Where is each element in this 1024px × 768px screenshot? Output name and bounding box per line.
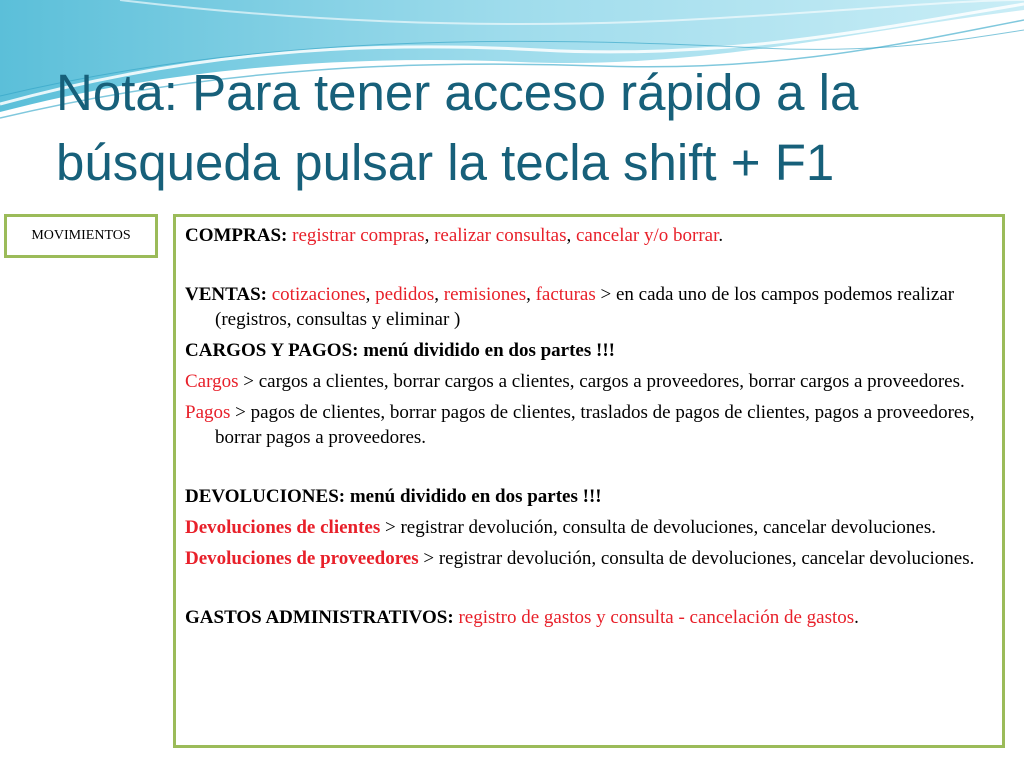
compras-label: COMPRAS:: [185, 225, 288, 246]
slide-title: Nota: Para tener acceso rápido a la búsqueda pulsar la tecla shift + F1: [56, 64, 859, 191]
ventas-sep-1: ,: [365, 284, 376, 305]
ventas-item-pedidos: pedidos: [375, 284, 435, 305]
ventas-item-facturas: facturas: [535, 284, 596, 305]
compras-sep-1: ,: [424, 225, 435, 246]
ventas-rest: > en cada uno de los campos podemos realizar (registros, consultas y eliminar ): [215, 284, 955, 330]
devoluciones-clientes-paragraph: [185, 515, 986, 540]
content-panel: [173, 214, 1005, 748]
compras-item-registrar: registrar compras: [292, 225, 425, 246]
ventas-sep-2: ,: [434, 284, 444, 305]
ventas-sep-3: ,: [526, 284, 536, 305]
movimientos-tag: MOVIMIENTOS: [4, 214, 158, 258]
ventas-item-cotizaciones: cotizaciones: [271, 284, 366, 305]
gastos-value: registro de gastos y consulta - cancelación de gastos: [453, 607, 855, 628]
cargos-rest: > cargos a clientes, borrar cargos a clientes, cargos a proveedores, borrar cargos a proveedores.: [238, 371, 965, 392]
cargos-paragraph: [185, 369, 986, 394]
ventas-paragraph: [185, 282, 986, 332]
compras-paragraph: [185, 223, 986, 248]
devoluciones-proveedores-rest: > registrar devolución, consulta de devoluciones, cancelar devoluciones.: [418, 548, 975, 569]
devoluciones-heading: [185, 484, 986, 509]
cargos-label: Cargos: [185, 371, 239, 392]
pagos-paragraph: [185, 400, 986, 450]
devoluciones-proveedores-label: Devoluciones de proveedores: [185, 548, 419, 569]
ventas-label: VENTAS:: [185, 284, 267, 305]
gastos-paragraph: [185, 605, 986, 630]
devoluciones-heading-text: DEVOLUCIONES: menú dividido en dos partes !!!: [185, 486, 602, 507]
devoluciones-proveedores-paragraph: [185, 546, 986, 571]
compras-item-consultas: realizar consultas: [434, 225, 567, 246]
pagos-label: Pagos: [185, 402, 231, 423]
compras-end: .: [718, 225, 724, 246]
pagos-rest: > pagos de clientes, borrar pagos de clientes, traslados de pagos de clientes, pagos a proveedores, borrar pagos a proveedores.: [215, 402, 975, 448]
gastos-label: GASTOS ADMINISTRATIVOS:: [185, 607, 454, 628]
compras-sep-2: ,: [566, 225, 576, 246]
ventas-item-remisiones: remisiones: [443, 284, 527, 305]
cargos-pagos-heading-text: CARGOS Y PAGOS: menú dividido en dos partes !!!: [185, 340, 615, 361]
devoluciones-clientes-rest: > registrar devolución, consulta de devoluciones, cancelar devoluciones.: [380, 517, 936, 538]
devoluciones-clientes-label: Devoluciones de clientes: [185, 517, 381, 538]
gastos-end: .: [854, 607, 859, 628]
cargos-pagos-heading: [185, 338, 986, 363]
compras-item-cancelar: cancelar y/o borrar: [575, 225, 719, 246]
